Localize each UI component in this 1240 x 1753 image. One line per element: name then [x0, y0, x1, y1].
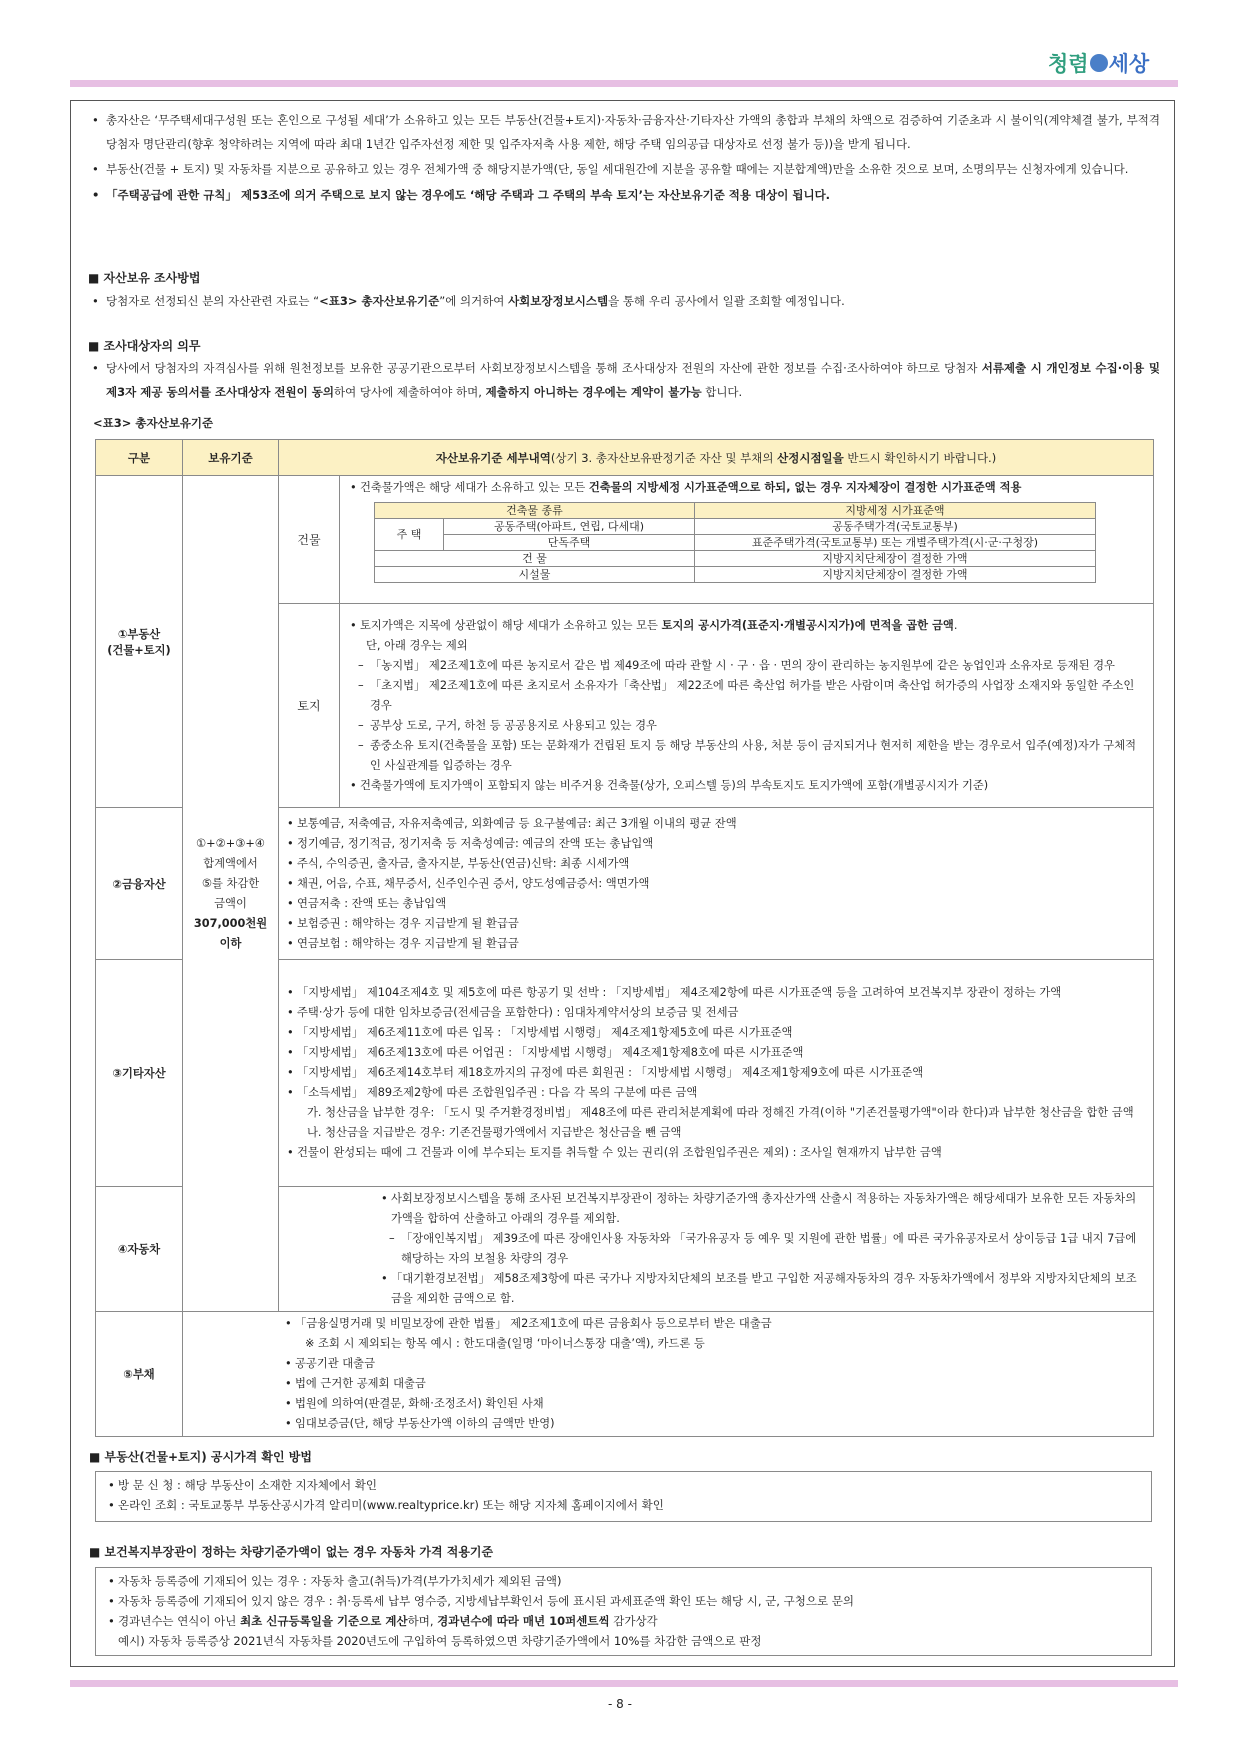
inner-cell: 공동주택가격(국토교통부): [695, 519, 1096, 535]
list-item: • 법원에 의하여(판결문, 화해·조정조서) 확인된 사채: [283, 1394, 1145, 1414]
list-item: • 경과년수는 연식이 아닌 최초 신규등록일을 기준으로 계산하며, 경과년수에 따라 매년 10퍼센트씩 감가상각: [106, 1611, 1141, 1631]
list-item: • 주식, 수익증권, 출자금, 출자지분, 부동산(연금)신탁: 최종 시세가액: [285, 854, 1147, 874]
col-header: 자산보유기준 세부내역(상기 3. 총자산보유판정기준 자산 및 부채의 산정시점일을 반드시 확인하시기 바랍니다.): [279, 440, 1154, 476]
intro-bullet: • 「주택공급에 관한 규칙」 제53조에 의거 주택으로 보지 않는 경우에도 ‘해당 주택과 그 주택의 부속 토지’는 자산보유기준 적용 대상이 됩니다.: [88, 184, 1160, 208]
sub-item: 가. 청산금을 납부한 경우: 「도시 및 주거환경정비법」 제48조에 따른 관리처분계획에 따라 정해진 가격(이하 "기존건물평가액"이라 한다)과 납부한 청산금을 합한 금액: [307, 1106, 1134, 1119]
category-car: ④자동차: [96, 1187, 183, 1312]
logo-emblem-icon: [1090, 54, 1108, 72]
category-realestate: ①부동산 (건물+토지): [96, 476, 183, 808]
col-header: 구분: [96, 440, 183, 476]
list-item: • 「소득세법」 제89조제2항에 따른 조합원입주권 : 다음 각 목의 구분에 따른 금액: [285, 1083, 1145, 1103]
subcategory-building: 건물: [279, 476, 340, 604]
logo: 청렴 세상: [1048, 52, 1150, 76]
list-item: • 자동차 등록증에 기재되어 있는 경우 : 자동차 출고(취득)가격(부가가치세가 제외된 금액): [106, 1571, 1141, 1591]
list-item: • 「대기환경보전법」 제58조제3항에 따른 국가나 지방자치단체의 보조를 받고 구입한 저공해자동차의 경우 자동차가액에서 정부와 지방자치단체의 보조금을 제외한 금액으로 함.: [379, 1269, 1145, 1309]
table-row: [96, 476, 1154, 604]
list-item: • 채권, 어음, 수표, 채무증서, 신주인수권 증서, 양도성예금증서: 액면가액: [285, 874, 1147, 894]
list-item: • 「금융실명거래 및 비밀보장에 관한 법률」 제2조제1호에 따른 금융회사 등으로부터 받은 대출금: [283, 1314, 1145, 1334]
list-item: • 보험증권 : 해약하는 경우 지급받게 될 환급금: [285, 914, 1147, 934]
finance-detail: [279, 808, 1154, 960]
sub-item: – 종중소유 토지(건축물을 포함) 또는 문화재가 건립된 토지 등 해당 부동산의 사용, 처분 등이 금지되거나 현저히 제한을 받는 경우로서 입주(예정)자가 구체적인 사실관계를 입증하는 경우: [348, 736, 1145, 776]
car-standard-box: [95, 1567, 1152, 1656]
sub-item: – 「농지법」 제2조제1호에 따른 농지로서 같은 법 제49조에 따라 관할 시 · 구 · 읍 · 면의 장이 관리하는 농지원부에 같은 농업인과 소유자로 등재된 경우: [348, 656, 1145, 676]
subcategory-land: 토지: [279, 604, 340, 808]
category-debt: ⑤부채: [96, 1312, 183, 1437]
list-item: • 「지방세법」 제6조제14호부터 제18호까지의 규정에 따른 회원권 : 「지방세법 시행령」 제4조제1항제9호에 따른 시가표준액: [285, 1063, 1145, 1083]
duty-text: • 당사에서 당첨자의 자격심사를 위해 원천정보를 보유한 공공기관으로부터 사회보장정보시스템을 통해 조사대상자 전원의 자산에 관한 정보를 수집·조사하여야 하므로 당첨자 서류제출 시 개인정보 수집·이용 및 제3자 제공 동의서를 조사대상자 전원이 동의하여 당사에 제출하여야 하며, 제출하지 아니하는 경우에는 계약이 불가능 합니다.: [88, 357, 1160, 404]
sub-item: ※ 조회 시 제외되는 항목 예시 : 한도대출(일명 ‘마이너스통장 대출’액), 카드론 등: [305, 1337, 705, 1350]
table-row: [96, 1312, 1154, 1437]
list-item: • 건물이 완성되는 때에 그 건물과 이에 부수되는 토지를 취득할 수 있는 권리(위 조합원입주권은 제외) : 조사일 현재까지 납부한 금액: [285, 1143, 1145, 1163]
category-finance: ②금융자산: [96, 808, 183, 960]
intro-bullet: • 총자산은 ‘무주택세대구성원 또는 혼인으로 구성될 세대’가 소유하고 있는 모든 부동산(건물+토지)·자동차·금융자산·기타자산 가액의 총합과 부채의 차액으로 검증하여 기준초과 시 불이익(계약체결 불가, 부적격 당첨자 명단관리(향후 청약하려는 지역에 따라 최대 1년간 입주자선정 제한 및 입주자저축 사용 제한, 해당 주택 임의공급 대상자로 선정 불가 등))을 받게 됩니다.: [88, 109, 1160, 156]
survey-text: • 당첨자로 선정되신 분의 자산관련 자료는 “<표3> 총자산보유기준”에 의거하여 사회보장정보시스템을 통해 우리 공사에서 일괄 조회할 예정입니다.: [88, 290, 1160, 314]
price-check-box: [95, 1471, 1152, 1522]
list-item: • 건축물가액에 토지가액이 포함되지 않는 비주거용 건축물(상가, 오피스텔 등)의 부속토지도 토지가액에 포함(개별공시지가 기준): [348, 776, 1145, 796]
list-item: • 임대보증금(단, 해당 부동산가액 이하의 금액만 반영): [283, 1414, 1145, 1434]
list-item: • 온라인 조회 : 국토교통부 부동산공시가격 알리미(www.realtyprice.kr) 또는 해당 지자체 홈페이지에서 확인: [106, 1495, 1141, 1515]
inner-cell: 주 택: [375, 519, 444, 551]
land-detail: [340, 604, 1154, 808]
category-other: ③기타자산: [96, 960, 183, 1187]
col-header: 보유기준: [183, 440, 279, 476]
sub-item: – 「초지법」 제2조제1호에 따른 초지로서 소유자가「축산법」 제22조에 따른 축산업 허가를 받은 사람이며 축산업 허가증의 사업장 소재지와 동일한 주소인 경우: [348, 676, 1145, 716]
criteria-cell: ①+②+③+④ 합계액에서 ⑤를 차감한 금액이 307,000천원 이하: [183, 476, 279, 1312]
building-detail: [340, 476, 1154, 604]
bottom-divider: [70, 1680, 1178, 1687]
duty-section: [88, 337, 1160, 404]
list-item: • 「지방세법」 제104조제4호 및 제5호에 따른 항공기 및 선박 : 「지방세법」 제4조제2항에 따른 시가표준액 등을 고려하여 보건복지부 장관이 정하는 가액: [285, 983, 1145, 1003]
debt-detail: [183, 1312, 1154, 1437]
inner-cell: 단독주택: [444, 535, 695, 551]
list-item: • 자동차 등록증에 기재되어 있지 않은 경우 : 취·등록세 납부 영수증, 지방세납부확인서 등에 표시된 과세표준액 확인 또는 해당 시, 군, 구청으로 문의: [106, 1591, 1141, 1611]
other-detail: [279, 960, 1154, 1187]
asset-criteria-table: [95, 439, 1154, 1437]
inner-header: 건축물 종류: [375, 503, 695, 519]
sub-item: 나. 청산금을 지급받은 경우: 기존건물평가액에서 지급받은 청산금을 뺀 금액: [307, 1126, 682, 1139]
sub-item: – 공부상 도로, 구거, 하천 등 공공용지로 사용되고 있는 경우: [348, 716, 1145, 736]
list-item: • 연금저축 : 잔액 또는 총납입액: [285, 894, 1147, 914]
inner-cell: 건 물: [375, 551, 695, 567]
list-item: • 방 문 신 청 : 해당 부동산이 소재한 지자체에서 확인: [106, 1475, 1141, 1495]
building-type-table: [374, 502, 1096, 583]
section-heading: ■ 부동산(건물+토지) 공시가격 확인 방법: [89, 1448, 1174, 1465]
content-frame: [70, 100, 1175, 1667]
list-note: 단, 아래 경우는 제외: [366, 638, 468, 652]
list-item: • 건축물가액은 해당 세대가 소유하고 있는 모든 건축물의 지방세정 시가표준액으로 하되, 없는 경우 지자체장이 결정한 시가표준액 적용: [348, 478, 1145, 498]
table-header-row: [96, 440, 1154, 476]
list-item: • 정기예금, 정기적금, 정기저축 등 저축성예금: 예금의 잔액 또는 총납입액: [285, 834, 1147, 854]
table-caption: <표3> 총자산보유기준: [93, 416, 214, 430]
list-item: • 「지방세법」 제6조제11호에 따른 입목 : 「지방세법 시행령」 제4조제1항제5호에 따른 시가표준액: [285, 1023, 1145, 1043]
section-heading: ■ 자산보유 조사방법: [88, 269, 1160, 286]
example-note: 예시) 자동차 등록증상 2021년식 자동차를 2020년도에 구입하여 등록하였으면 차량기준가액에서 10%를 차감한 금액으로 판정: [118, 1634, 762, 1648]
inner-cell: 공동주택(아파트, 연립, 다세대): [444, 519, 695, 535]
list-item: • 연금보험 : 해약하는 경우 지급받게 될 환급금: [285, 934, 1147, 954]
page-number: - 8 -: [608, 1697, 632, 1711]
sub-item: – 「장애인복지법」 제39조에 따른 장애인사용 자동차와 「국가유공자 등 예우 및 지원에 관한 법률」에 따른 국가유공자로서 상이등급 1급 내지 7급에 해당하는 자의 보철용 차량의 경우: [379, 1229, 1145, 1269]
inner-cell: 지방지치단체장이 결정한 가액: [695, 567, 1096, 583]
list-item: • 법에 근거한 공제회 대출금: [283, 1374, 1145, 1394]
section-heading: ■ 보건복지부장관이 정하는 차량기준가액이 없는 경우 자동차 가격 적용기준: [89, 1543, 1174, 1560]
inner-cell: 시설물: [375, 567, 695, 583]
survey-section: [88, 269, 1160, 314]
inner-cell: 표준주택가격(국토교통부) 또는 개별주택가격(시·군·구청장): [695, 535, 1096, 551]
intro-bullet: • 부동산(건물 + 토지) 및 자동차를 지분으로 공유하고 있는 경우 전체가액 중 해당지분가액(단, 동일 세대원간에 지분을 공유할 때에는 지분합계액)만을 소유한 것으로 보며, 소명의무는 신청자에게 있습니다.: [88, 158, 1160, 182]
list-item: • 「지방세법」 제6조제13호에 따른 어업권 : 「지방세법 시행령」 제4조제1항제8호에 따른 시가표준액: [285, 1043, 1145, 1063]
section-heading: ■ 조사대상자의 의무: [88, 337, 1160, 354]
list-item: • 공공기관 대출금: [283, 1354, 1145, 1374]
inner-header: 지방세정 시가표준액: [695, 503, 1096, 519]
intro-section: [88, 109, 1160, 207]
list-item: • 보통예금, 저축예금, 자유저축예금, 외화예금 등 요구불예금: 최근 3개월 이내의 평균 잔액: [285, 814, 1147, 834]
car-detail: [279, 1187, 1154, 1312]
list-item: • 주택·상가 등에 대한 임차보증금(전세금을 포함한다) : 임대차계약서상의 보증금 및 전세금: [285, 1003, 1145, 1023]
list-item: • 토지가액은 지목에 상관없이 해당 세대가 소유하고 있는 모든 토지의 공시가격(표준지·개별공시지가)에 면적을 곱한 금액.: [348, 616, 1145, 636]
inner-cell: 지방지치단체장이 결정한 가액: [695, 551, 1096, 567]
top-divider: [70, 80, 1178, 87]
list-item: • 사회보장정보시스템을 통해 조사된 보건복지부장관이 정하는 차량기준가액 총자산가액 산출시 적용하는 자동차가액은 해당세대가 보유한 모든 자동차의 가액을 합하여 산출하고 아래의 경우를 제외함.: [379, 1189, 1145, 1229]
